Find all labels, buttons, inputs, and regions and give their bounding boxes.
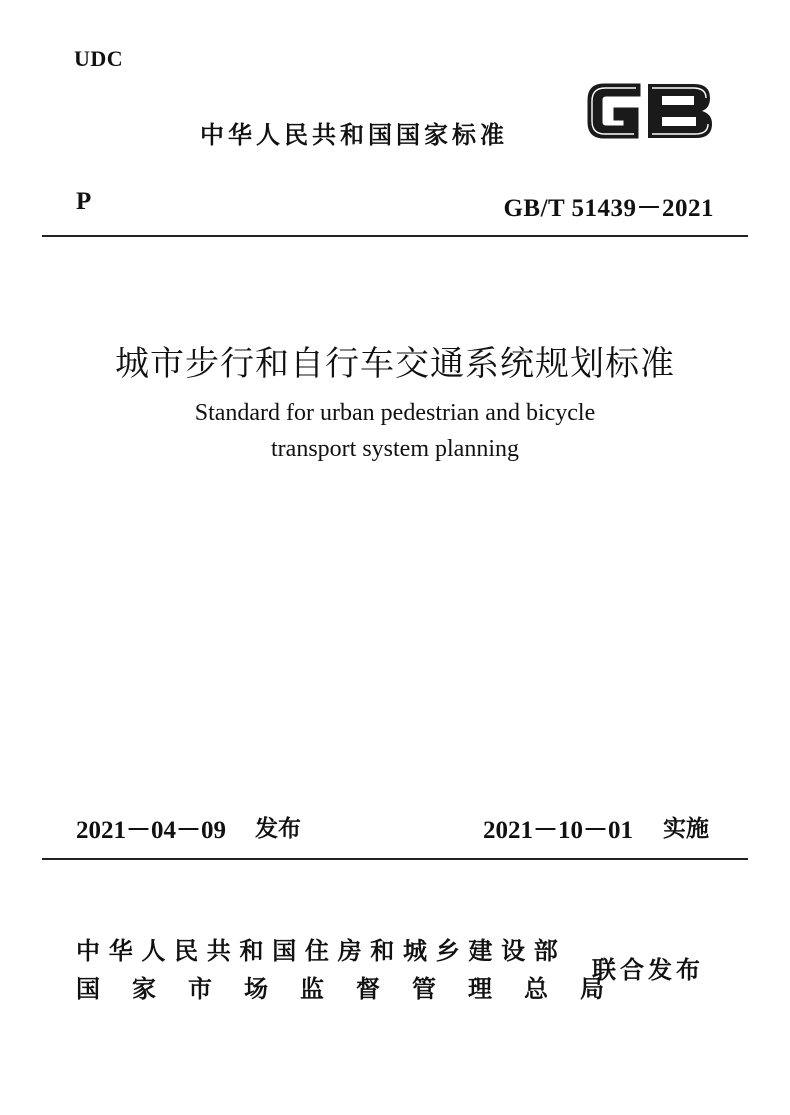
title-english-line1: Standard for urban pedestrian and bicycle: [194, 400, 596, 426]
title-english-line2: transport system planning: [271, 436, 519, 462]
title-chinese: 城市步行和自行车交通系统规划标准: [115, 344, 675, 384]
standard-number: GB/T 51439－2021: [503, 195, 714, 222]
issue-label: 发布: [255, 816, 301, 842]
implementation-label: 实施: [663, 816, 709, 842]
udc-label: UDC: [74, 46, 124, 71]
implementation-date: 2021－10－01: [483, 817, 634, 844]
gb-logo: [582, 76, 718, 146]
issuer-administration: 国家市场监督管理总局: [76, 975, 636, 1003]
joint-issue-label: 联合发布: [592, 956, 704, 984]
category-code: P: [76, 188, 92, 215]
national-standard-heading: 中华人民共和国国家标准: [200, 121, 508, 149]
issue-date: 2021－04－09: [76, 817, 227, 844]
top-divider: [42, 235, 748, 237]
issuer-ministry: 中华人民共和国住房和城乡建设部: [76, 937, 567, 965]
bottom-divider: [42, 858, 748, 860]
